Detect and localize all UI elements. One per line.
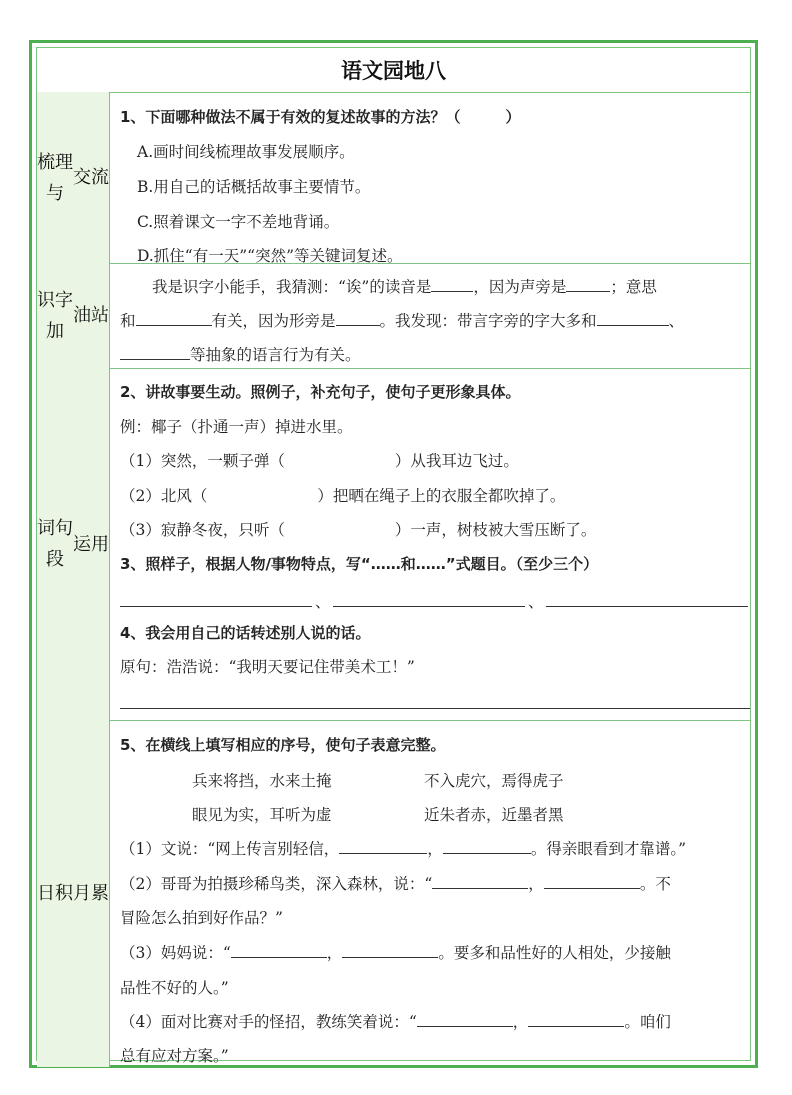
option-b: B.用自己的话概括故事主要情节。 <box>137 178 371 196</box>
text: 我是识字小能手，我猜测：“诶”的读音是 <box>152 278 432 296</box>
answer-line[interactable] <box>546 606 748 607</box>
section-label <box>37 263 110 368</box>
section-literacy <box>37 263 750 369</box>
worksheet-table <box>36 47 751 1065</box>
idiom-item-2 <box>120 872 671 894</box>
text: 。咱们 <box>624 1013 671 1031</box>
label-line: 运用 <box>73 533 109 555</box>
page-title: 语文园地八 <box>37 48 750 93</box>
label-line: 交流 <box>73 167 109 188</box>
text: （2）北风（ <box>120 487 208 505</box>
text: ， <box>427 840 443 858</box>
blank[interactable] <box>120 345 190 360</box>
label-line: 日积 <box>37 883 73 904</box>
text: （1）文说：“网上传言别轻信， <box>120 840 340 858</box>
item-1 <box>120 449 519 471</box>
text: （3）寂静冬夜，只听（ <box>120 521 285 539</box>
blank[interactable] <box>339 839 427 854</box>
original-sentence: 原句：浩浩说：“我明天要记住带美术工！” <box>120 658 415 676</box>
idiom-3: 眼见为实，耳听为虚 <box>192 806 332 824</box>
idiom-1: 兵来将挡，水来土掩 <box>192 772 332 790</box>
blank[interactable] <box>342 943 438 958</box>
text: ， <box>326 944 343 962</box>
answer-line[interactable] <box>120 708 750 709</box>
question-4: 4、我会用自己的话转述别人说的话。 <box>120 624 371 642</box>
label-line: 识字加 <box>37 289 73 342</box>
answer-line[interactable] <box>333 606 525 607</box>
blank[interactable] <box>136 311 212 326</box>
item-2 <box>120 484 565 506</box>
literacy-line-3 <box>120 343 361 365</box>
section-accumulation <box>37 720 750 1067</box>
answer-line[interactable] <box>120 606 312 607</box>
idiom-2: 不入虎穴，焉得虎子 <box>424 772 564 790</box>
blank[interactable] <box>336 311 380 326</box>
text: 。不 <box>639 875 671 893</box>
label-line: 梳理与 <box>37 151 73 204</box>
section-usage <box>37 368 750 721</box>
text: ，因为声旁是 <box>473 278 567 296</box>
text: ；意思 <box>610 278 657 296</box>
section-label <box>37 92 110 263</box>
option-c: C.照着课文一字不差地背诵。 <box>137 213 340 231</box>
question-5: 5、在横线上填写相应的序号，使句子表意完整。 <box>120 736 446 754</box>
idiom-item-2-cont: 冒险怎么拍到好作品？” <box>120 909 283 927</box>
blank[interactable] <box>528 1012 624 1027</box>
label-line: 词句段 <box>37 518 73 570</box>
text: 有关，因为形旁是 <box>211 312 336 330</box>
text: （2）哥哥为拍摄珍稀鸟类，深入森林，说：“ <box>120 875 433 893</box>
section-label <box>37 720 110 1067</box>
blank[interactable] <box>443 839 531 854</box>
question-1: 1、下面哪种做法不属于有效的复述故事的方法？（ ） <box>120 108 521 126</box>
idiom-4: 近朱者赤，近墨者黑 <box>424 806 564 824</box>
text: ）把晒在绳子上的衣服全都吹掉了。 <box>317 487 566 505</box>
text: 。要多和品性好的人相处，少接触 <box>438 944 671 962</box>
blank[interactable] <box>231 943 327 958</box>
example-sentence: 例：椰子（扑通一声）掉进水里。 <box>120 418 353 436</box>
literacy-line-2 <box>120 309 684 331</box>
text: （1）突然，一颗子弹（ <box>120 452 285 470</box>
separator: 、 <box>315 593 331 611</box>
idiom-item-4-cont: 总有应对方案。” <box>120 1047 229 1065</box>
text: 。我发现：带言字旁的字大多和 <box>379 312 597 330</box>
blank[interactable] <box>417 1012 513 1027</box>
literacy-line-1 <box>152 275 657 297</box>
label-line: 油站 <box>73 305 109 326</box>
question-2: 2、讲故事要生动。照例子，补充句子，使句子更形象具体。 <box>120 383 521 401</box>
worksheet-frame <box>29 40 758 1068</box>
text: 、 <box>668 312 685 330</box>
section-label <box>37 368 110 720</box>
text: （3）妈妈说：“ <box>120 944 231 962</box>
text: （4）面对比赛对手的怪招，教练笑着说：“ <box>120 1013 417 1031</box>
blank[interactable] <box>431 277 473 292</box>
text: ， <box>512 1013 529 1031</box>
option-d: D.抓住“有一天”“突然”等关键词复述。 <box>137 247 403 265</box>
text: 等抽象的语言行为有关。 <box>190 346 361 364</box>
idiom-item-4 <box>120 1010 671 1032</box>
question-3: 3、照样子，根据人物/事物特点，写“……和……”式题目。（至少三个） <box>120 555 599 573</box>
separator: 、 <box>528 593 544 611</box>
section-review <box>37 92 750 264</box>
text: ）一声，树枝被大雪压断了。 <box>394 521 597 539</box>
text: 。得亲眼看到才靠谱。” <box>530 840 686 858</box>
blank[interactable] <box>432 874 528 889</box>
text: 和 <box>120 312 136 330</box>
blank[interactable] <box>544 874 640 889</box>
item-3 <box>120 518 596 540</box>
idiom-item-1 <box>120 837 686 859</box>
idiom-item-3-cont: 品性不好的人。” <box>120 979 229 997</box>
label-line: 月累 <box>73 883 109 904</box>
blank[interactable] <box>566 277 610 292</box>
text: ， <box>528 875 544 893</box>
option-a: A.画时间线梳理故事发展顺序。 <box>137 143 355 161</box>
idiom-item-3 <box>120 941 671 963</box>
text: ）从我耳边飞过。 <box>394 452 519 470</box>
blank[interactable] <box>597 311 669 326</box>
